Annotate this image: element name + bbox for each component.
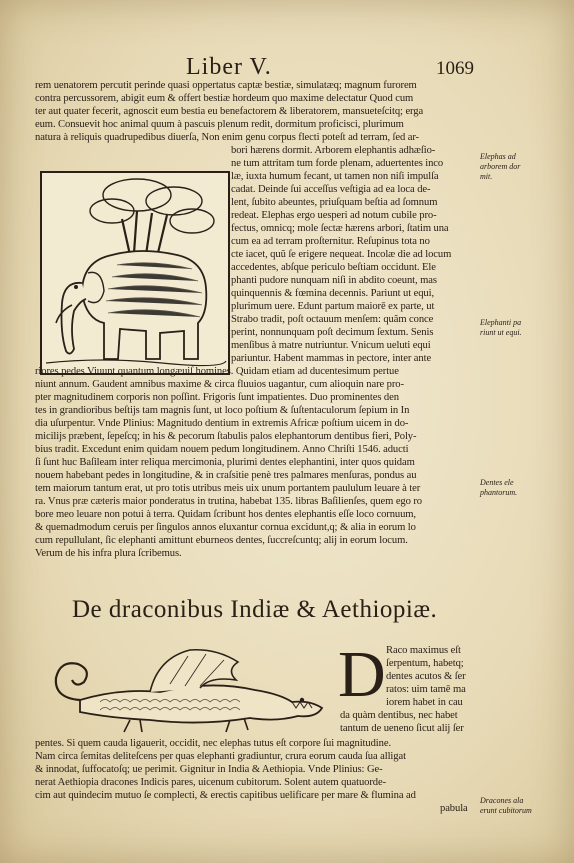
text-line: Verum de his infra plura ſcribemus.	[35, 548, 182, 559]
text-line: da quàm dentibus, nec habet	[340, 710, 458, 721]
text-line: nerat Aethiopia dracones Indicis pares, uicenum cubitorum. Solent autem quatuorde-	[35, 777, 386, 788]
running-head: Liber V.	[186, 54, 272, 80]
text-line: & innodat, ſuffocatoſq; ue perimit. Gignitur in India & Aethiopia. Vnde Plinius: Ge-	[35, 764, 383, 775]
text-line: quinquennis & fœmina decennis. Pariunt ut equi,	[231, 288, 435, 299]
text-line: eum. Consuevit hoc animal quum à pascuis plenum redit, dormitum proficisci, plurimum	[35, 119, 404, 130]
text-line: Nam circa ſemitas deliteſcens per quas elephanti gradiuntur, crura eorum cauda ſua alligat	[35, 751, 406, 762]
text-line: tem maiorum tantum erat, ut pro totis utribus meis uix unum portantem paululum leuare à ter	[35, 483, 421, 494]
text-line: cim aut quindecim mutuo ſe complecti, & erectis capitibus uelificare per mare & flumina ad	[35, 790, 416, 801]
text-line: perint, nonnunquam poſt decimum ſextum. Senis	[231, 327, 434, 338]
text-line: micilijs præbent, ſepeſcq; in his & pecorum ſtabulis palos elephantorum dentibus fieri, Poly-	[35, 431, 417, 442]
text-line: niunt annum. Gaudent amnibus maxime & circa fluuios uagantur, cum alioquin nare pro-	[35, 379, 404, 390]
margin-note-line: Dentes ele	[480, 478, 514, 487]
margin-note-line: Elephas ad	[480, 152, 516, 161]
text-line: ſi ſunt huc Baſileam inter reliqua mercimonia, plurimi dentes elephantini, inter quos quidam	[35, 457, 415, 468]
text-line: bore meo leuare non potui à terra. Quidam ſcribunt hos dentes elephantis eſſe loco cornuum,	[35, 509, 416, 520]
text-line: lent, ſubito abeuntes, priuſquam beſtia ad ſomnum	[231, 197, 438, 208]
text-line: accedentes, abſque periculo beſtiam occidunt. Ele	[231, 262, 436, 273]
drop-capital: D	[338, 638, 386, 711]
margin-note	[480, 478, 572, 498]
margin-note-line: arborem dor	[480, 162, 521, 171]
text-line: cadat. Deinde ſui acceſſus veſtigia ad ea loca de-	[231, 184, 431, 195]
text-line: Raco maximus eſt	[386, 645, 461, 656]
dragon-woodcut	[40, 640, 340, 740]
margin-note-line: riunt ut equi.	[480, 328, 522, 337]
margin-note-line: phantorum.	[480, 488, 518, 497]
text-line: ratos: uim tamē ma	[386, 684, 466, 695]
text-line: ra. Vnus præ cæteris maior ponderatus in trutina, habebat 135. libras Baſilienſes, quem ego ro	[35, 496, 422, 507]
text-line: fectus, omnicq; mole ſectæ hærens arbori, ſtatim una	[231, 223, 449, 234]
text-line: phanti pudore nunquam niſi in abdito coeunt, mas	[231, 275, 437, 286]
page-number: 1069	[436, 58, 474, 79]
margin-note	[480, 152, 572, 182]
text-line: cte iacet, quũ ſe erigere nequeat. Incolæ die ad locum	[231, 249, 452, 260]
text-line: & quemadmodum ceruis per ſingulos annos eluxantur cornua excidunt,q; & alia in eorum lo	[35, 522, 416, 533]
margin-note-line: erunt cubitorum	[480, 806, 532, 815]
elephant-woodcut	[40, 171, 230, 375]
elephant-icon	[42, 173, 228, 373]
text-line: pariuntur. Habent mammas in pectore, inter ante	[231, 353, 432, 364]
text-line: riores pedes Viuunt quantum longæuiſ homines. Quidam etiam ad ducentesimum pertue	[35, 366, 399, 377]
text-line: læ, iuxta humum fecant, ut tamen non niſi impulſa	[231, 171, 439, 182]
margin-note-line: Elephanti pa	[480, 318, 522, 327]
text-line: cum repullulant, ſic elephanti amittunt eburneos dentes, ſuccreſcuntq; alij in eorum locum.	[35, 535, 408, 546]
text-line: bius tradit. Excedunt enim quidam nouem pedum longitudinem. Anno Chriſti 1546. aducti	[35, 444, 409, 455]
text-line: dentes acutos & ſer	[386, 671, 466, 682]
text-line: menſibus à matre nutriuntur. Vnicum ueluti equi	[231, 340, 431, 351]
text-line: cum ea ad terram proſternitur. Reſupinus tota no	[231, 236, 430, 247]
dragon-icon	[40, 640, 340, 740]
section-heading: De draconibus Indiæ & Aethiopiæ.	[72, 596, 438, 623]
text-line: plurimum uere. Edunt partum maiorē ex parte, ut	[231, 301, 435, 312]
text-line: ter aut quater fecerit, agnoscit eum bestia eu benefactorem & liberatorem, mansueteſcitq; erga	[35, 106, 424, 117]
text-line: ſerpentum, habetq;	[386, 658, 464, 669]
text-line: dia uſurpentur. Vnde Plinius: Magnitudo dentium in extremis Africæ poſtium uicem in do-	[35, 418, 409, 429]
margin-note-line: mit.	[480, 172, 493, 181]
text-line: iorem habet in cau	[386, 697, 463, 708]
text-line: tes in grandioribus beſtijs tam magnis ſunt, ut loco poſtium & ſuſtentaculorum ſepium in In	[35, 405, 410, 416]
text-line: rem uenatorem percutit perinde quasi oppertatus captæ bestiæ, simulatæq; magnum furorem	[35, 80, 417, 91]
text-line: contra percussorem, abigit eum & offert bestiæ hordeum quo maxime delectatur Quod cum	[35, 93, 414, 104]
text-line: natura à reliquis quadrupedibus diuerſa, Non enim genu corpus flecti poteſt ad terram, ſed ar-	[35, 132, 419, 143]
text-line: bori hærens dormit. Arborem elephantis adhæſio-	[231, 145, 436, 156]
text-line: redeat. Elephas ergo uesperi ad notum cubile pro-	[231, 210, 437, 221]
text-line: pentes. Si quem cauda ligauerit, occidit, nec elephas tutus eſt corpore ſui magnitudine.	[35, 738, 391, 749]
text-line: Strabo tradit, poſt octauum menſem: quãm conce	[231, 314, 434, 325]
text-line: ne tum attritam tum forde plenam, aduertentes inco	[231, 158, 444, 169]
margin-note	[480, 318, 572, 338]
text-line: pabula	[440, 803, 468, 814]
text-line: pter magnitudinem corporis non poſſint. Frigoris ſunt impatientes. Duo prominentes den	[35, 392, 399, 403]
margin-note	[480, 796, 572, 816]
text-line: nouem habebant pedes in longitudine, & in craſsitie penè tres palmares menſuras, pondus au	[35, 470, 417, 481]
text-line: tantum de ueneno ſicut alij ſer	[340, 723, 464, 734]
margin-note-line: Dracones ala	[480, 796, 524, 805]
